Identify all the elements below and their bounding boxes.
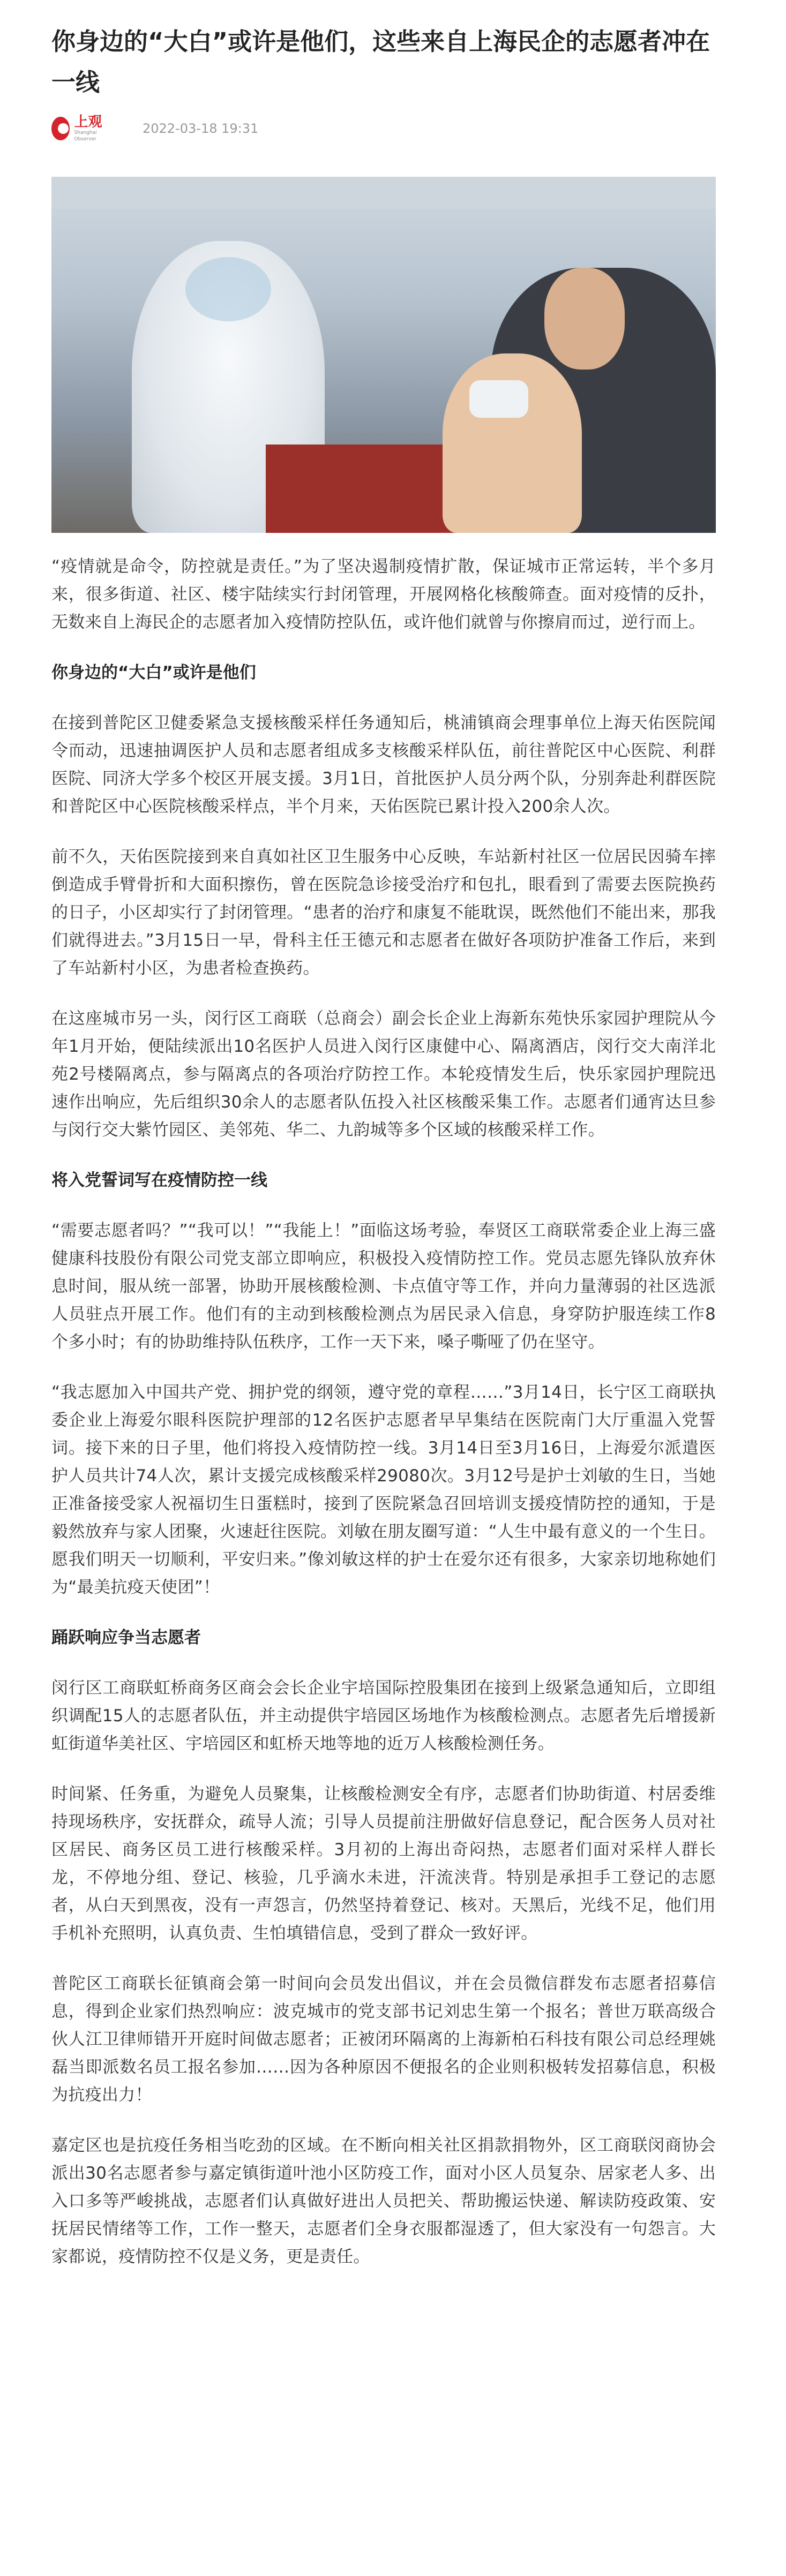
paragraph-2: 前不久，天佑医院接到来自真如社区卫生服务中心反映，车站新村社区一位居民因骑车摔倒造成手臂骨折和大面积擦伤，曾在医院急诊接受治疗和包扎，眼看到了需要去医院换药的日子，小区却实行了封闭管理。“患者的治疗和康复不能耽误，既然他们不能出来，那我们就得进去。”3月15日一早，骨科主任王德元和志愿者在做好各项防护准备工作后，来到了车站新村小区，为患者检查换药。 — [51, 847, 716, 978]
paragraph-3: 在这座城市另一头，闵行区工商联（总商会）副会长企业上海新东苑快乐家园护理院从今年1月开始，便陆续派出10名医护人员进入闵行区康健中心、隔离酒店，闵行交大南洋北苑2号楼隔离点，参与隔离点的各项治疗防控工作。本轮疫情发生后，快乐家园护理院迅速作出响应，先后组织30余人的志愿者队伍投入社区核酸采集工作。志愿者们通宵达旦参与闵行交大紫竹园区、美邻苑、华二、九韵城等多个区域的核酸采样工作。 — [51, 1009, 716, 1140]
paragraph-5: “我志愿加入中国共产党、拥护党的纲领，遵守党的章程……”3月14日，长宁区工商联执委企业上海爱尔眼科医院护理部的12名医护志愿者早早集结在医院南门大厅重温入党誓词。接下来的日子里，他们将投入疫情防控一线。3月14日至3月16日，上海爱尔派遣医护人员共计74人次，累计支援完成核酸采样29080次。3月12号是护士刘敏的生日，当她正准备接受家人祝福切生日蛋糕时，接到了医院紧急召回培训支援疫情防控的通知，于是毅然放弃与家人团聚，火速赶往医院。刘敏在朋友圈写道：“人生中最有意义的一个生日。愿我们明天一切顺利，平安归来。”像刘敏这样的护士在爱尔还有很多，大家亲切地称她们为“最美抗疫天使团”！ — [51, 1383, 716, 1597]
paragraph-intro: “疫情就是命令，防控就是责任。”为了坚决遏制疫情扩散，保证城市正常运转，半个多月来，很多街道、社区、楼宇陆续实行封闭管理，开展网格化核酸筛查。面对疫情的反扑，无数来自上海民企的志愿者加入疫情防控队伍，或许他们就曾与你擦肩而过，逆行而上。 — [51, 557, 716, 632]
photo-child-mask — [469, 380, 528, 418]
photo-face-shield — [185, 257, 271, 321]
logo-mark-icon — [51, 117, 70, 140]
publish-date: 2022-03-18 19:31 — [143, 121, 259, 136]
paragraph-6: 闵行区工商联虹桥商务区商会会长企业宇培国际控股集团在接到上级紧急通知后，立即组织调配15人的志愿者队伍，并主动提供宇培园区场地作为核酸检测点。志愿者先后增援新虹街道华美社区、宇培园区和虹桥天地等地的近万人核酸检测任务。 — [51, 1678, 716, 1753]
article-title: 你身边的“大白”或许是他们，这些来自上海民企的志愿者冲在一线 — [51, 27, 710, 96]
logo-name: 上观 — [74, 114, 102, 130]
paragraph-7: 时间紧、任务重，为避免人员聚集，让核酸检测安全有序，志愿者们协助街道、村居委维持现场秩序，安抚群众，疏导人流；引导人员提前注册做好信息登记，配合医务人员对社区居民、商务区员工进行核酸采样。3月初的上海出奇闷热，志愿者们面对采样人群长龙，不停地分组、登记、核验，几乎滴水未进，汗流浃背。特别是承担手工登记的志愿者，从白天到黑夜，没有一声怨言，仍然坚持着登记、核对。天黑后，光线不足，他们用手机补充照明，认真负责、生怕填错信息，受到了群众一致好评。 — [51, 1784, 716, 1943]
paragraph-4: “需要志愿者吗？”“我可以！”“我能上！”面临这场考验，奉贤区工商联常委企业上海三盛健康科技股份有限公司党支部立即响应，积极投入疫情防控工作。党员志愿先锋队放弃休息时间，服从统一部署，协助开展核酸检测、卡点值守等工作，并向力量薄弱的社区选派人员驻点开展工作。他们有的主动到核酸检测点为居民录入信息，身穿防护服连续工作8个多小时；有的协助维持队伍秩序，工作一天下来，嗓子嘶哑了仍在坚守。 — [51, 1221, 716, 1352]
shanghai-observer-logo[interactable] — [51, 114, 110, 144]
logo-subtitle: Shanghai Observer — [74, 130, 97, 142]
paragraph-9: 嘉定区也是抗疫任务相当吃劲的区域。在不断向相关社区捐款捐物外，区工商联闵商协会派出30名志愿者参与嘉定镇街道叶池小区防疫工作，面对小区人员复杂、居家老人多、出入口多等严峻挑战，志愿者们认真做好进出人员把关、帮助搬运快递、解读防疫政策、安抚居民情绪等工作，工作一整天，志愿者们全身衣服都湿透了，但大家没有一句怨言。大家都说，疫情防控不仅是义务，更是责任。 — [51, 2136, 716, 2266]
photo-canopy — [51, 177, 716, 209]
article — [51, 0, 716, 2271]
article-meta — [51, 114, 716, 144]
section-heading-3: 踊跃响应争当志愿者 — [51, 1628, 201, 1647]
section-heading-1: 你身边的“大白”或许是他们 — [51, 663, 256, 682]
photo-man-face — [544, 268, 625, 370]
paragraph-1: 在接到普陀区卫健委紧急支援核酸采样任务通知后，桃浦镇商会理事单位上海天佑医院闻令而动，迅速抽调医护人员和志愿者组成多支核酸采样队伍，前往普陀区中心医院、利群医院、同济大学多个校区开展支援。3月1日，首批医护人员分两个队，分别奔赴利群医院和普陀区中心医院核酸采样点，半个月来，天佑医院已累计投入200余人次。 — [51, 713, 716, 816]
section-heading-2: 将入党誓词写在疫情防控一线 — [51, 1171, 267, 1190]
logo-text — [74, 115, 110, 142]
article-photo — [51, 177, 716, 533]
paragraph-8: 普陀区工商联长征镇商会第一时间向会员发出倡议，并在会员微信群发布志愿者招募信息，得到企业家们热烈响应：波克城市的党支部书记刘忠生第一个报名；普世万联高级合伙人江卫律师错开开庭时间做志愿者；正被闭环隔离的上海新柏石科技有限公司总经理姚磊当即派数名员工报名参加……因为各种原因不便报名的企业则积极转发招募信息，积极为抗疫出力！ — [51, 1974, 716, 2105]
